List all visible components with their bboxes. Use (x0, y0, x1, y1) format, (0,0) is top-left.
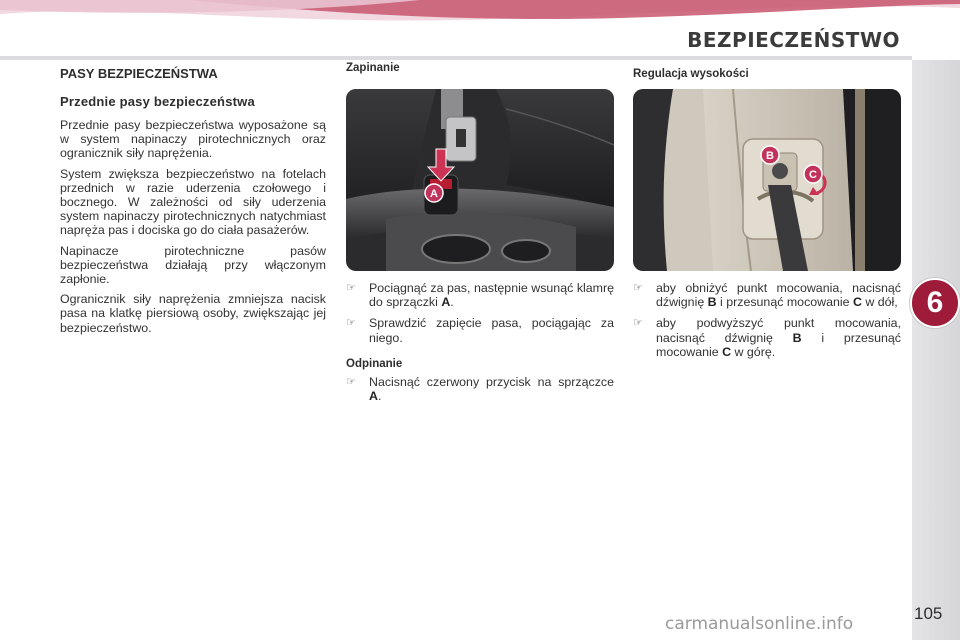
list-item: ☞ aby obniżyć punkt mocowania, nacisnąć dźwignię B i przesunąć mocowanie C w dół, (633, 281, 901, 310)
paragraph: Ogranicznik siły naprężenia zmniejsza nacisk pasa na klatkę piersiową osoby, zwiększając jej bezpieczeństwo. (60, 292, 326, 335)
subsection-title: Przednie pasy bezpieczeństwa (60, 94, 255, 109)
list-item: ☞ Nacisnąć czerwony przycisk na sprzączce A. (346, 375, 614, 404)
paragraph: Napinacze pirotechniczne pasów bezpieczeństwa działają przy włączonym zapłonie. (60, 243, 326, 287)
list-item: ☞ Sprawdzić zapięcie pasa, pociągając za niego. (346, 316, 614, 345)
paragraph: System zwiększa bezpieczeństwo na fotelach przednich w razie uderzenia czołowego i bocznego. W zależności od siły uderzenia system napinaczy pirotechnicznych natychmiast napręża pas i dociska go do ciała pasażerów. (60, 166, 326, 238)
finger-pointing-icon: ☞ (346, 282, 356, 294)
finger-pointing-icon: ☞ (633, 282, 643, 294)
finger-pointing-icon: ☞ (346, 317, 356, 330)
fastening-steps (346, 281, 614, 352)
watermark: carmanualsonline.info (665, 614, 854, 634)
list-item: ☞ Pociągnąć za pas, następnie wsunąć klamrę do sprzączki A. (346, 281, 614, 310)
unfastening-steps (346, 375, 614, 410)
height-adjust-label: Regulacja wysokości (633, 68, 749, 80)
figure-marker-a: A (430, 188, 438, 200)
section-title: PASY BEZPIECZEŃSTWA (60, 66, 218, 81)
fastening-label: Zapinanie (346, 62, 400, 74)
page-number: 105 (914, 604, 943, 623)
height-adjust-steps (633, 281, 901, 366)
chapter-tab: 6 (910, 278, 960, 328)
list-item: ☞ aby podwyższyć punkt mocowania, nacisnąć dźwignię B i przesunąć mocowanie C w górę. (633, 316, 901, 359)
finger-pointing-icon: ☞ (633, 317, 643, 330)
page-title: BEZPIECZEŃSTWO (687, 28, 900, 52)
finger-pointing-icon: ☞ (346, 376, 356, 388)
figure-marker-b: B (766, 150, 774, 162)
buckle-photo (346, 89, 614, 271)
height-adjust-photo (633, 89, 901, 271)
intro-text (60, 118, 326, 341)
figure-marker-c: C (809, 169, 817, 181)
unfastening-label: Odpinanie (346, 358, 403, 370)
paragraph: Przednie pasy bezpieczeństwa wyposażone są w system napinaczy pirotechnicznych oraz ogranicznik siły naprężenia. (60, 118, 326, 161)
chapter-side-strip (912, 60, 960, 640)
